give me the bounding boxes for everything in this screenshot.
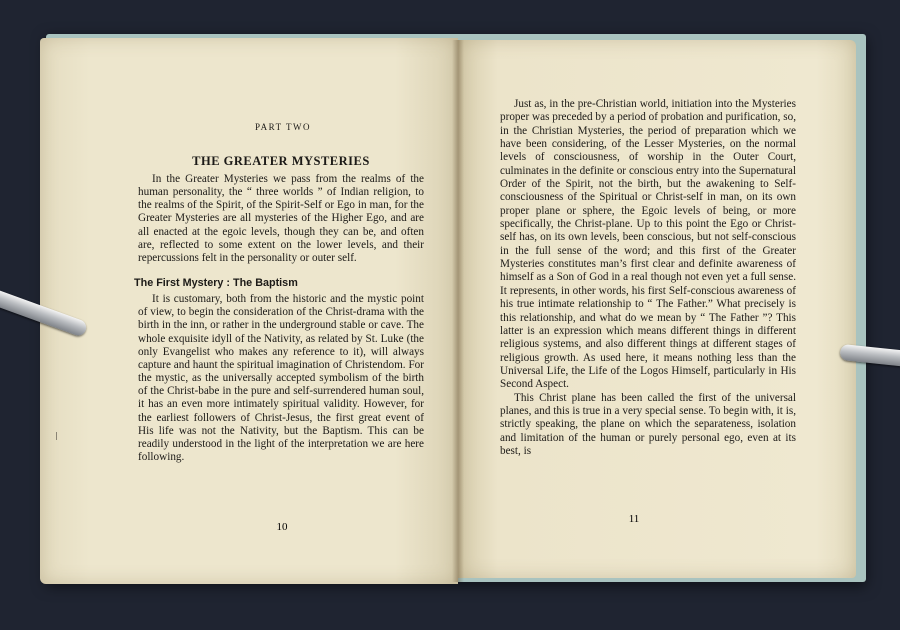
page-number-right: 11 (628, 513, 640, 525)
book-gutter (452, 40, 464, 582)
section-heading: The First Mystery : The Baptism (134, 277, 298, 290)
page-edge-mark (56, 432, 61, 440)
page-number-left: 10 (276, 521, 288, 533)
part-label: PART TWO (254, 122, 312, 132)
intro-paragraph: In the Greater Mysteries we pass from the realms of the human personality, the “ three worlds ” of Indian religion, to the realms of the Spirit, of the Spirit-Self or Ego in man, for the Greater Mysteries are all mysteries of the Higher Ego, and are all enacted at the egoic levels, though they can be, and often are, reflected to some extent on the lower levels, and their repercussions felt in the personality or outer self. (138, 173, 424, 264)
left-page-text (134, 122, 424, 464)
right-page-text (500, 98, 796, 458)
chapter-title: THE GREATER MYSTERIES (192, 154, 370, 168)
right-paragraph-1: Just as, in the pre-Christian world, initiation into the Mysteries proper was preceded by a period of probation and purification, so, in the Christian Mysteries, the period of preparation which we have been considering, of the Lesser Mysteries, on the normal levels of consciousness, of worship in the Outer Court, culminates in the definite or conscious entry into the Supernatural Order of the Spirit, not the birth, but the awakening to Self-consciousness of the Spiritual or Christ-self in man, on its own proper plane or sphere, the Egoic levels of being, or more specifically, the Christ-plane. Up to this point the Ego or Christ-self has, on its own levels, been conscious, but not self-conscious in the full sense of the word; and this first of the Greater Mysteries constitutes man’s first clear and definite awareness of himself as a Son of God in a real though not even yet a full sense. It represents, in other words, his first Self-conscious awareness of his true intimate relationship to “ The Father.” What precisely is this relationship, and what do we mean by “ The Father ”? This latter is an expression which means different things in different religious systems, and also different things at different stages of religious growth. As used here, it means nothing less than the Universal Life, the Life of the Logos Himself, particularly in His Second Aspect. (500, 98, 796, 391)
right-paragraph-2: This Christ plane has been called the first of the universal planes, and this is true in a very special sense. To begin with, it is, strictly speaking, the plane on which the separateness, isolation and limitation of the human or purely personal ego, even at its best, is (500, 391, 796, 457)
section-paragraph: It is customary, both from the historic and the mystic point of view, to begin the consideration of the Christ-drama with the birth in the inn, or rather in the underground stable or cave. The whole exquisite idyll of the Nativity, as related by St. Luke (the only Evangelist who makes any reference to it), will always capture and haunt the spiritual imagination of Christendom. For the mystic, as the universally accepted symbolism of the birth of the Christ-babe in the pure and self-surrendered human soul, it has an even more intimately spiritual validity. However, for the earliest followers of Christ-Jesus, the first great event of His life was not the Nativity, but the Baptism. This can be readily understood in the light of the interpretation we are here following. (138, 293, 424, 463)
